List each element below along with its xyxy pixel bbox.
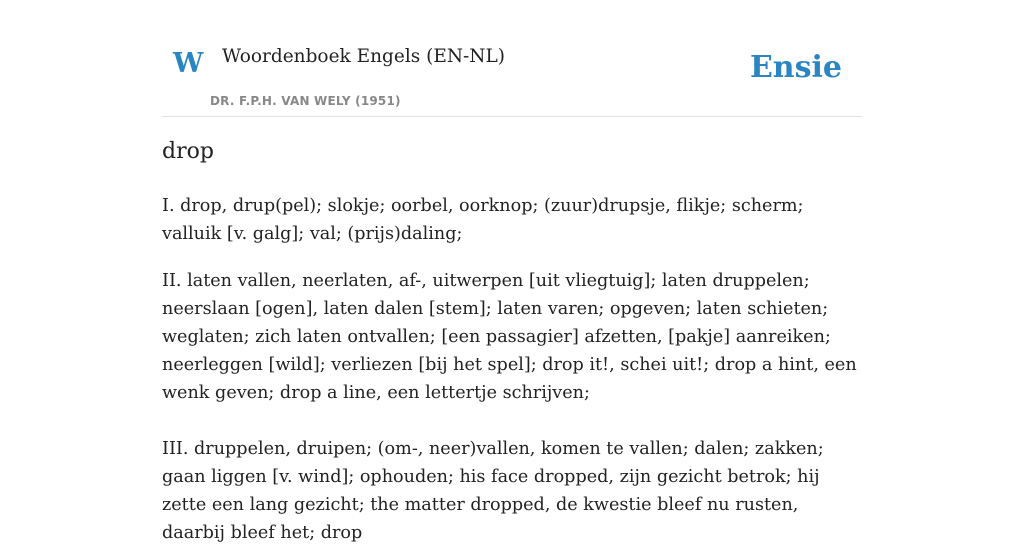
brand-logo[interactable]: Ensie bbox=[749, 50, 842, 85]
entry-headword: drop bbox=[162, 139, 214, 164]
dictionary-logo-icon[interactable]: W bbox=[173, 48, 204, 79]
dictionary-author: DR. F.P.H. VAN WELY (1951) bbox=[210, 94, 401, 108]
definition-3: III. druppelen, druipen; (om-, neer)vallen, komen te vallen; dalen; zakken; gaan liggen [v. wind]; ophouden; his face dropped, zijn gezicht betrok; hij zette een lang gezicht; the matter dropped, de kwestie bleef nu rusten, daarbij bleef het; drop bbox=[162, 439, 824, 543]
definition-1: I. drop, drup(pel); slokje; oorbel, oorknop; (zuur)drupsje, flikje; scherm; valluik [v. galg]; val; (prijs)daling; bbox=[162, 196, 804, 244]
definition-2: II. laten vallen, neerlaten, af-, uitwerpen [uit vliegtuig]; laten druppelen; neerslaan [ogen], laten dalen [stem]; laten varen; opgeven; laten schieten; weglaten; zich laten ontvallen; [een passagier] afzetten, [pakje] aanreiken; neerleggen [wild]; verliezen [bij het spel]; drop it!, schei uit!; drop a hint, een wenk geven; drop a line, een lettertje schrijven; bbox=[162, 271, 857, 403]
site-header bbox=[162, 0, 862, 117]
dictionary-title[interactable]: Woordenboek Engels (EN-NL) bbox=[222, 46, 505, 67]
